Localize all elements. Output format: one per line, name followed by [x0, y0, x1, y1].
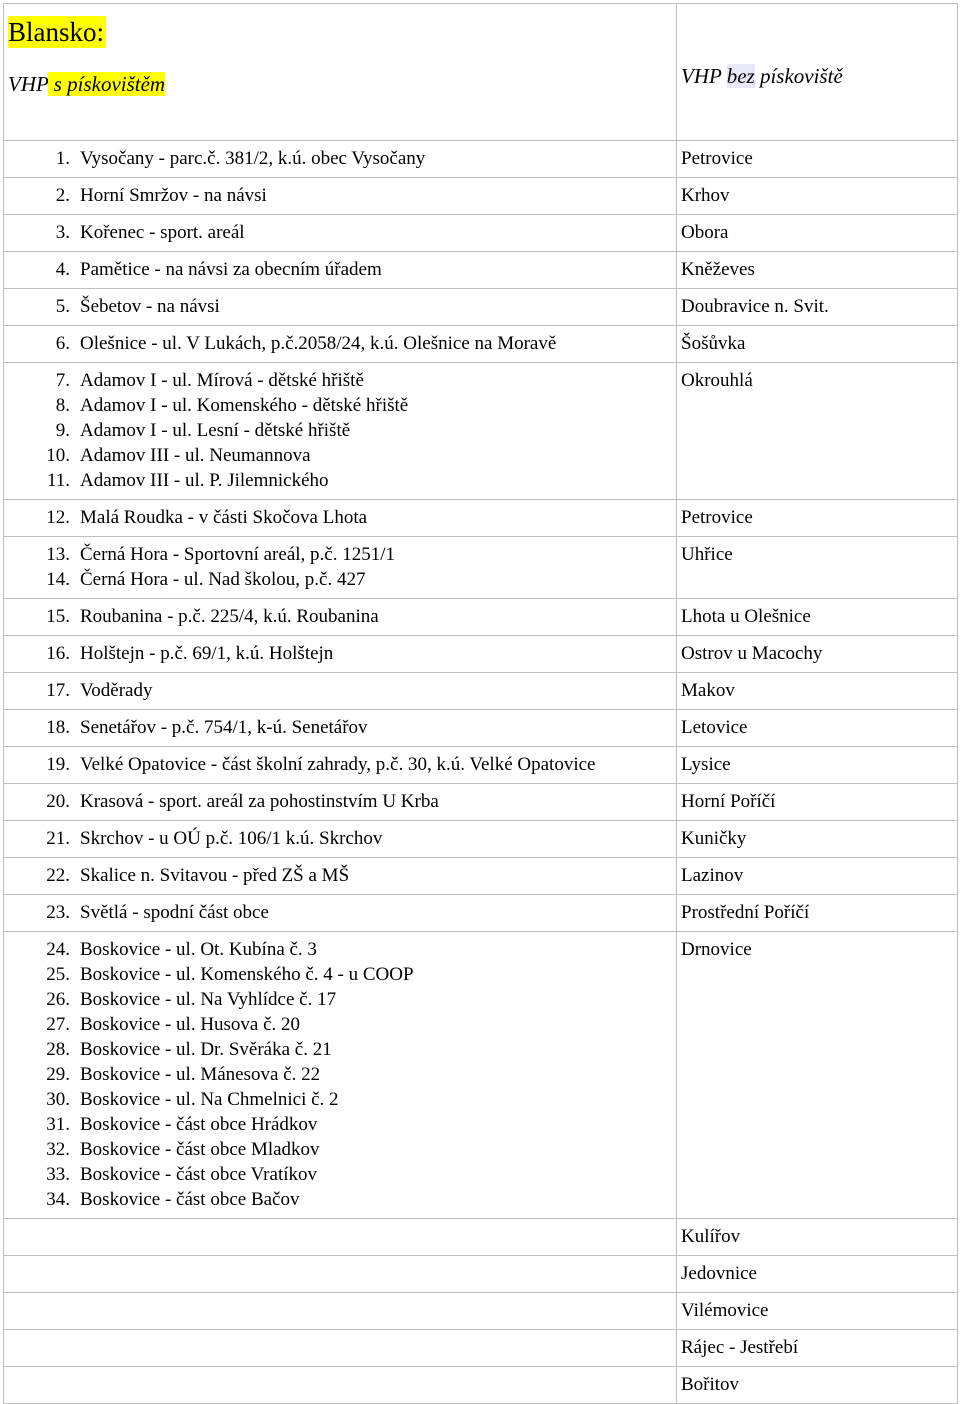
with-sandpit-cell	[4, 747, 677, 784]
village-name: Makov	[681, 680, 735, 701]
table-row	[4, 363, 958, 500]
item-number: 21.	[46, 828, 70, 849]
item-number: 26.	[46, 989, 70, 1010]
playgrounds-table	[3, 3, 958, 1404]
village-name: Obora	[681, 222, 729, 243]
list-item	[38, 368, 676, 393]
item-number: 28.	[46, 1039, 70, 1060]
item-number: 25.	[46, 964, 70, 985]
list-item	[38, 604, 676, 629]
list-item	[38, 937, 676, 962]
with-sandpit-cell	[4, 821, 677, 858]
village-name: Jedovnice	[681, 1263, 757, 1284]
list-item	[38, 752, 676, 777]
list-item	[38, 257, 676, 282]
item-text: Černá Hora - ul. Nad školou, p.č. 427	[80, 569, 366, 590]
item-text: Kořenec - sport. areál	[80, 222, 245, 243]
location-list	[38, 641, 676, 666]
table-row	[4, 747, 958, 784]
without-sandpit-cell	[677, 326, 958, 363]
table-row	[4, 1330, 958, 1367]
list-item	[38, 1162, 676, 1187]
village-name: Petrovice	[681, 148, 753, 169]
item-number: 27.	[46, 1014, 70, 1035]
with-sandpit-cell	[4, 178, 677, 215]
item-number: 32.	[46, 1139, 70, 1160]
item-text: Boskovice - ul. Mánesova č. 22	[80, 1064, 321, 1085]
location-list	[38, 220, 676, 245]
table-row	[4, 1367, 958, 1404]
without-sandpit-cell	[677, 1256, 958, 1293]
item-text: Černá Hora - Sportovní areál, p.č. 1251/1	[80, 544, 395, 565]
with-sandpit-cell	[4, 1367, 677, 1404]
item-number: 2.	[55, 185, 70, 206]
item-number: 22.	[46, 865, 70, 886]
location-list	[38, 146, 676, 171]
item-text: Pamětice - na návsi za obecním úřadem	[80, 259, 382, 280]
item-text: Boskovice - část obce Bačov	[80, 1189, 300, 1210]
table-row	[4, 858, 958, 895]
village-name: Petrovice	[681, 507, 753, 528]
location-list	[38, 257, 676, 282]
without-sandpit-cell	[677, 710, 958, 747]
without-sandpit-cell	[677, 215, 958, 252]
table-row	[4, 673, 958, 710]
item-number: 18.	[46, 717, 70, 738]
table-row	[4, 636, 958, 673]
table-row	[4, 895, 958, 932]
item-number: 11.	[46, 470, 70, 491]
item-text: Holštejn - p.č. 69/1, k.ú. Holštejn	[80, 643, 334, 664]
without-sandpit-cell	[677, 141, 958, 178]
location-list	[38, 505, 676, 530]
list-item	[38, 987, 676, 1012]
header-left-highlight: s pískovištěm	[48, 72, 166, 96]
with-sandpit-cell	[4, 784, 677, 821]
item-text: Olešnice - ul. V Lukách, p.č.2058/24, k.ú. Olešnice na Moravě	[80, 333, 557, 354]
with-sandpit-cell	[4, 1256, 677, 1293]
village-name: Lysice	[681, 754, 731, 775]
item-number: 5.	[55, 296, 70, 317]
village-name: Šošůvka	[681, 333, 746, 354]
village-name: Uhřice	[681, 544, 733, 565]
item-number: 31.	[46, 1114, 70, 1135]
item-number: 23.	[46, 902, 70, 923]
item-text: Adamov I - ul. Komenského - dětské hřiště	[80, 395, 409, 416]
item-number: 6.	[55, 333, 70, 354]
list-item	[38, 962, 676, 987]
table-row	[4, 710, 958, 747]
with-sandpit-cell	[4, 252, 677, 289]
list-item	[38, 567, 676, 592]
village-name: Kněževes	[681, 259, 755, 280]
location-list	[38, 542, 676, 592]
list-item	[38, 331, 676, 356]
table-row	[4, 500, 958, 537]
table-row	[4, 178, 958, 215]
without-sandpit-cell	[677, 252, 958, 289]
location-list	[38, 715, 676, 740]
location-list	[38, 826, 676, 851]
list-item	[38, 294, 676, 319]
table-row	[4, 599, 958, 636]
table-row	[4, 1256, 958, 1293]
village-name: Prostřední Poříčí	[681, 902, 810, 923]
list-item	[38, 715, 676, 740]
without-sandpit-cell	[677, 363, 958, 500]
item-text: Adamov I - ul. Lesní - dětské hřiště	[80, 420, 351, 441]
village-name: Lhota u Olešnice	[681, 606, 811, 627]
item-text: Krasová - sport. areál za pohostinstvím U Krba	[80, 791, 439, 812]
village-name: Okrouhlá	[681, 370, 753, 391]
item-number: 34.	[46, 1189, 70, 1210]
list-item	[38, 1187, 676, 1212]
item-number: 12.	[46, 507, 70, 528]
header-with-sandpit	[8, 70, 676, 98]
item-text: Skalice n. Svitavou - před ZŠ a MŠ	[80, 865, 350, 886]
item-text: Světlá - spodní část obce	[80, 902, 269, 923]
item-text: Boskovice - část obce Vratíkov	[80, 1164, 317, 1185]
header-right-suffix: pískoviště	[754, 64, 843, 88]
item-number: 4.	[55, 259, 70, 280]
with-sandpit-cell	[4, 1219, 677, 1256]
without-sandpit-cell	[677, 500, 958, 537]
village-name: Rájec - Jestřebí	[681, 1337, 799, 1358]
item-number: 24.	[46, 939, 70, 960]
without-sandpit-cell	[677, 1293, 958, 1330]
item-number: 10.	[46, 445, 70, 466]
village-name: Drnovice	[681, 939, 752, 960]
with-sandpit-cell	[4, 326, 677, 363]
item-text: Adamov III - ul. P. Jilemnického	[80, 470, 329, 491]
village-name: Vilémovice	[681, 1300, 769, 1321]
item-text: Velké Opatovice - část školní zahrady, p.č. 30, k.ú. Velké Opatovice	[80, 754, 596, 775]
with-sandpit-cell	[4, 636, 677, 673]
table-row	[4, 932, 958, 1219]
item-number: 19.	[46, 754, 70, 775]
location-list	[38, 789, 676, 814]
item-text: Boskovice - ul. Ot. Kubína č. 3	[80, 939, 317, 960]
item-text: Senetářov - p.č. 754/1, k-ú. Senetářov	[80, 717, 368, 738]
location-list	[38, 863, 676, 888]
location-list	[38, 604, 676, 629]
item-number: 17.	[46, 680, 70, 701]
with-sandpit-cell	[4, 858, 677, 895]
without-sandpit-cell	[677, 747, 958, 784]
without-sandpit-cell	[677, 784, 958, 821]
list-item	[38, 393, 676, 418]
item-text: Adamov III - ul. Neumannova	[80, 445, 311, 466]
table-row	[4, 326, 958, 363]
location-list	[38, 752, 676, 777]
without-sandpit-cell	[677, 537, 958, 599]
item-number: 1.	[55, 148, 70, 169]
header-without-sandpit	[681, 62, 957, 90]
item-number: 15.	[46, 606, 70, 627]
with-sandpit-cell	[4, 932, 677, 1219]
table-row	[4, 215, 958, 252]
village-name: Lazinov	[681, 865, 744, 886]
list-item	[38, 505, 676, 530]
item-text: Boskovice - část obce Hrádkov	[80, 1114, 318, 1135]
item-number: 13.	[46, 544, 70, 565]
without-sandpit-cell	[677, 289, 958, 326]
item-number: 14.	[46, 569, 70, 590]
list-item	[38, 1012, 676, 1037]
with-sandpit-cell	[4, 289, 677, 326]
with-sandpit-cell	[4, 363, 677, 500]
item-number: 3.	[55, 222, 70, 243]
village-name: Horní Poříčí	[681, 791, 776, 812]
with-sandpit-cell	[4, 500, 677, 537]
list-item	[38, 678, 676, 703]
without-sandpit-cell	[677, 599, 958, 636]
header-left-cell	[4, 4, 677, 141]
table-row	[4, 1293, 958, 1330]
with-sandpit-cell	[4, 1330, 677, 1367]
location-list	[38, 183, 676, 208]
list-item	[38, 1037, 676, 1062]
without-sandpit-cell	[677, 932, 958, 1219]
without-sandpit-cell	[677, 895, 958, 932]
list-item	[38, 220, 676, 245]
item-number: 9.	[55, 420, 70, 441]
list-item	[38, 863, 676, 888]
village-name: Doubravice n. Svit.	[681, 296, 829, 317]
item-text: Boskovice - ul. Na Chmelnici č. 2	[80, 1089, 339, 1110]
list-item	[38, 641, 676, 666]
item-text: Boskovice - ul. Dr. Svěráka č. 21	[80, 1039, 332, 1060]
list-item	[38, 146, 676, 171]
list-item	[38, 183, 676, 208]
without-sandpit-cell	[677, 1330, 958, 1367]
item-number: 20.	[46, 791, 70, 812]
location-list	[38, 368, 676, 493]
village-name: Kuničky	[681, 828, 747, 849]
item-text: Boskovice - ul. Husova č. 20	[80, 1014, 301, 1035]
table-row	[4, 784, 958, 821]
village-name: Letovice	[681, 717, 748, 738]
item-text: Boskovice - ul. Na Vyhlídce č. 17	[80, 989, 337, 1010]
list-item	[38, 468, 676, 493]
header-right-highlight: bez	[726, 64, 755, 88]
city-title: Blansko:	[8, 17, 105, 47]
with-sandpit-cell	[4, 1293, 677, 1330]
list-item	[38, 789, 676, 814]
location-list	[38, 678, 676, 703]
village-name: Bořitov	[681, 1374, 740, 1395]
list-item	[38, 418, 676, 443]
header-right-cell	[677, 4, 958, 141]
without-sandpit-cell	[677, 1367, 958, 1404]
with-sandpit-cell	[4, 599, 677, 636]
location-list	[38, 294, 676, 319]
item-text: Voděrady	[80, 680, 153, 701]
with-sandpit-cell	[4, 537, 677, 599]
list-item	[38, 1087, 676, 1112]
list-item	[38, 1112, 676, 1137]
village-name: Ostrov u Macochy	[681, 643, 823, 664]
table-row	[4, 252, 958, 289]
item-text: Boskovice - ul. Komenského č. 4 - u COOP	[80, 964, 414, 985]
item-text: Šebetov - na návsi	[80, 296, 220, 317]
item-number: 33.	[46, 1164, 70, 1185]
without-sandpit-cell	[677, 1219, 958, 1256]
list-item	[38, 826, 676, 851]
without-sandpit-cell	[677, 636, 958, 673]
table-row	[4, 1219, 958, 1256]
with-sandpit-cell	[4, 673, 677, 710]
with-sandpit-cell	[4, 895, 677, 932]
item-text: Vysočany - parc.č. 381/2, k.ú. obec Vysočany	[80, 148, 426, 169]
table-row	[4, 537, 958, 599]
header-right-prefix: VHP	[681, 64, 727, 88]
list-item	[38, 542, 676, 567]
item-text: Skrchov - u OÚ p.č. 106/1 k.ú. Skrchov	[80, 828, 383, 849]
item-text: Adamov I - ul. Mírová - dětské hřiště	[80, 370, 364, 391]
village-name: Krhov	[681, 185, 730, 206]
item-text: Roubanina - p.č. 225/4, k.ú. Roubanina	[80, 606, 379, 627]
item-number: 8.	[55, 395, 70, 416]
with-sandpit-cell	[4, 141, 677, 178]
header-left-prefix: VHP	[8, 72, 49, 96]
without-sandpit-cell	[677, 673, 958, 710]
list-item	[38, 900, 676, 925]
with-sandpit-cell	[4, 215, 677, 252]
list-item	[38, 443, 676, 468]
table-row	[4, 289, 958, 326]
item-text: Boskovice - část obce Mladkov	[80, 1139, 320, 1160]
item-number: 16.	[46, 643, 70, 664]
location-list	[38, 900, 676, 925]
without-sandpit-cell	[677, 821, 958, 858]
village-name: Kulířov	[681, 1226, 741, 1247]
table-row	[4, 141, 958, 178]
location-list	[38, 331, 676, 356]
item-number: 29.	[46, 1064, 70, 1085]
list-item	[38, 1062, 676, 1087]
item-text: Horní Smržov - na návsi	[80, 185, 267, 206]
table-row	[4, 821, 958, 858]
item-text: Malá Roudka - v části Skočova Lhota	[80, 507, 368, 528]
with-sandpit-cell	[4, 710, 677, 747]
without-sandpit-cell	[677, 178, 958, 215]
without-sandpit-cell	[677, 858, 958, 895]
list-item	[38, 1137, 676, 1162]
item-number: 30.	[46, 1089, 70, 1110]
location-list	[38, 937, 676, 1212]
item-number: 7.	[55, 370, 70, 391]
